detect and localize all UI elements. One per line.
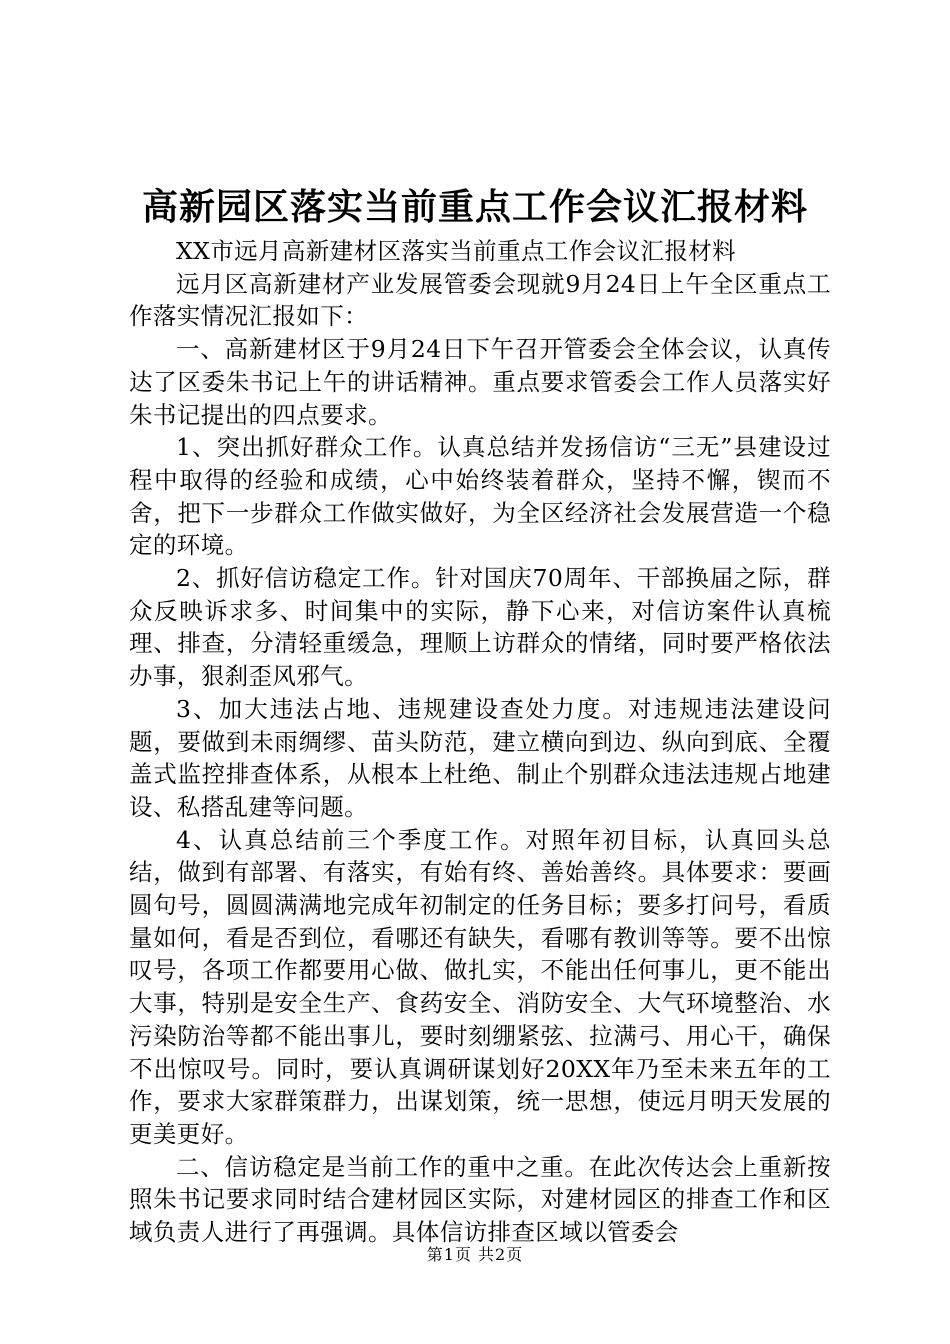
document-title: 高新园区落实当前重点工作会议汇报材料 [141,186,808,228]
page-number-footer: 第1页 共2页 [426,1245,524,1264]
paragraph-section-two: 二、信访稳定是当前工作的重中之重。在此次传达会上重新按照朱书记要求同时结合建材园区实际，对建材园区的排查工作和区域负责人进行了再强调。具体信访排查区域以管委会 [129,1152,831,1247]
paragraph-section-one: 一、高新建材区于9月24日下午召开管委会全体会议，认真传达了区委朱书记上午的讲话精神。重点要求管委会工作人员落实好朱书记提出的四点要求。 [129,335,831,429]
paragraph-subtitle: XX市远月高新建材区落实当前重点工作会议汇报材料 [176,237,737,265]
paragraph-item-4: 4、认真总结前三个季度工作。对照年初目标，认真回头总结，做到有部署、有落实，有始有终、善始善终。具体要求：要画圆句号，圆圆满满地完成年初制定的任务目标；要多打问号，看质量如何，看是否到位，看哪还有缺失，看哪有教训等等。要不出惊叹号，各项工作都要用心做、做扎实，不能出任何事儿，更不能出大事，特别是安全生产、食药安全、消防安全、大气环境整治、水污染防治等都不能出事儿，要时刻绷紧弦、拉满弓、用心干，确保不出惊叹号。同时，要认真调研谋划好20XX年乃至未来五年的工作，要求大家群策群力，出谋划策，统一思想，使远月明天发展的更美更好。 [129,825,831,1148]
document-body [129,235,831,1249]
paragraph-intro: 远月区高新建材产业发展管委会现就9月24日上午全区重点工作落实情况汇报如下： [129,269,831,331]
paragraph-item-2: 2、抓好信访稳定工作。针对国庆70周年、干部换届之际，群众反映诉求多、时间集中的实际，静下心来，对信访案件认真梳理、排查，分清轻重缓急，理顺上访群众的情绪，同时要严格依法办事，狠刹歪风邪气。 [129,564,831,691]
paragraph-item-1: 1、突出抓好群众工作。认真总结并发扬信访“三无”县建设过程中取得的经验和成绩，心中始终装着群众，坚持不懈，锲而不舍，把下一步群众工作做实做好，为全区经济社会发展营造一个稳定的环境。 [129,433,831,560]
paragraph-item-3: 3、加大违法占地、违规建设查处力度。对违规违法建设问题，要做到未雨绸缪、苗头防范，建立横向到边、纵向到底、全覆盖式监控排查体系，从根本上杜绝、制止个别群众违法违规占地建设、私搭乱建等问题。 [129,694,831,821]
